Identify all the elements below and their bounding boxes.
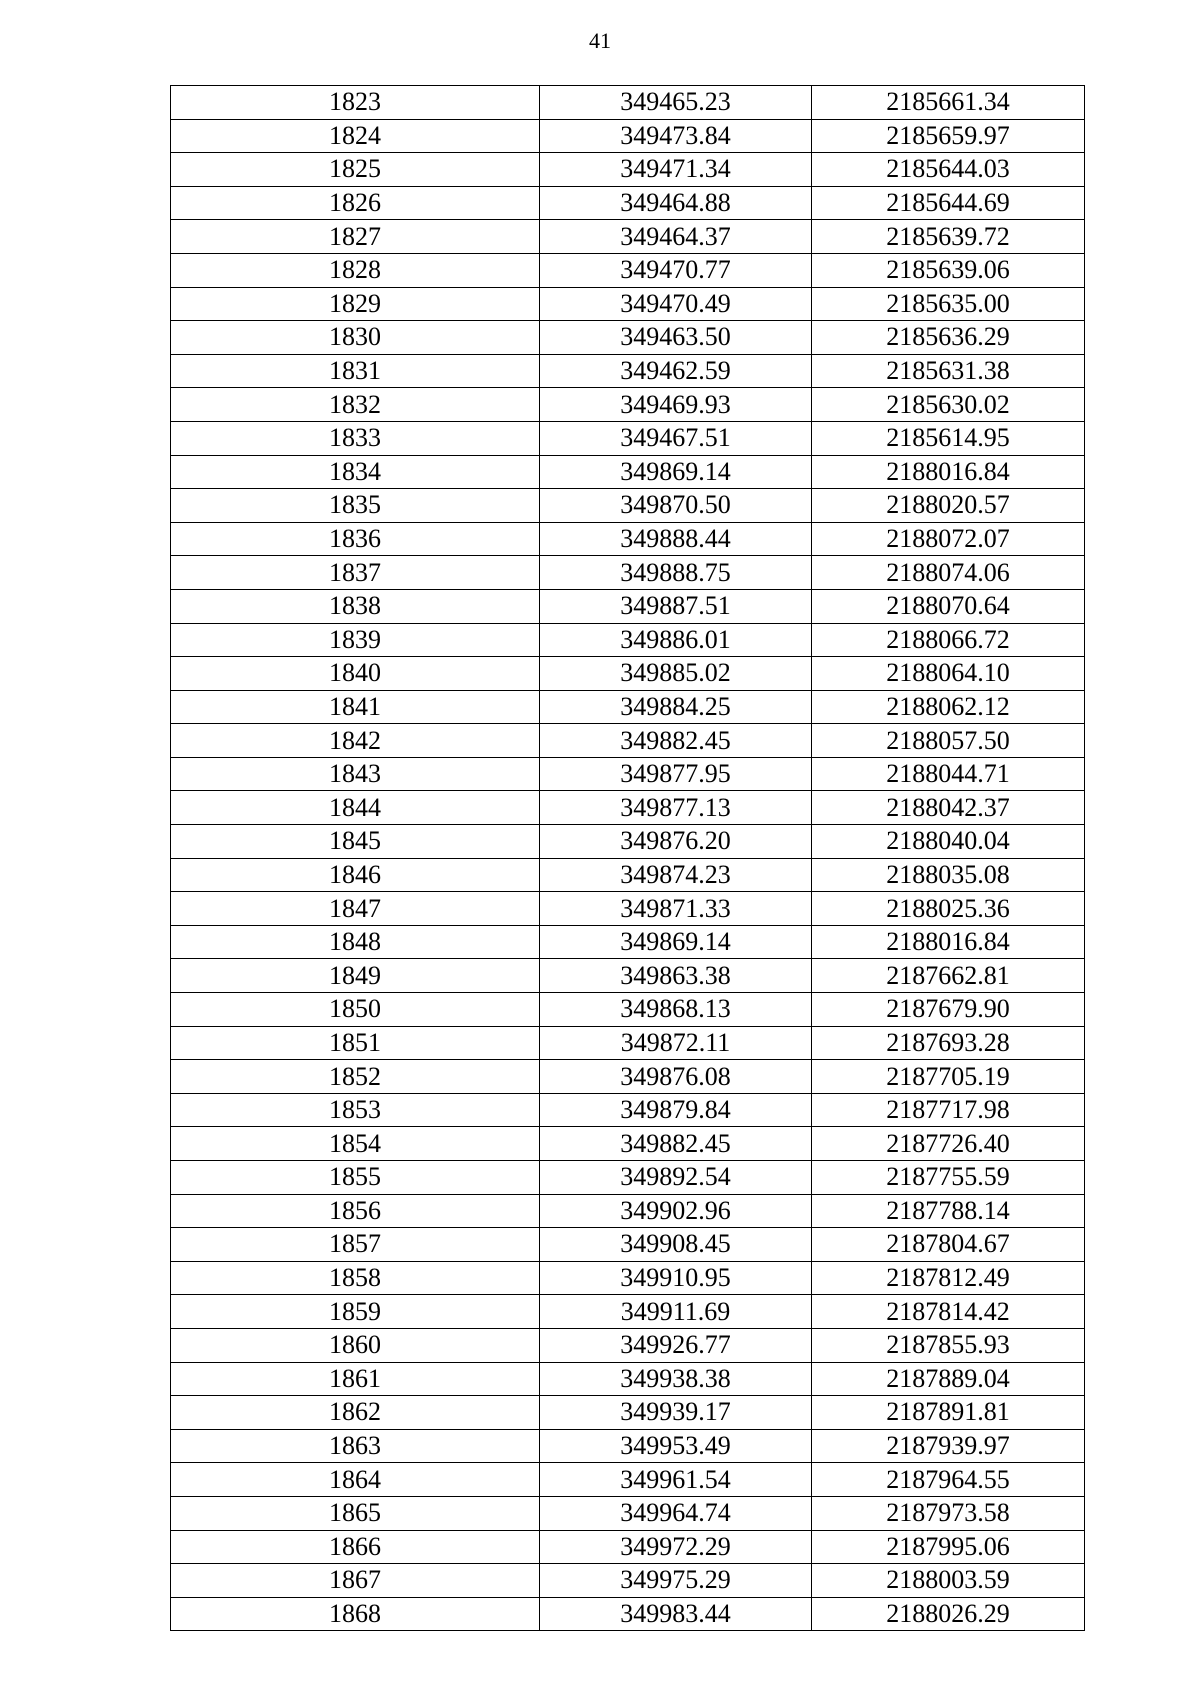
point-number-cell: 1855 (171, 1161, 540, 1195)
point-number-cell: 1833 (171, 421, 540, 455)
table-row (171, 589, 1085, 623)
x-coordinate-cell: 349463.50 (540, 321, 812, 355)
x-coordinate-cell: 349465.23 (540, 86, 812, 120)
point-number-cell: 1867 (171, 1564, 540, 1598)
point-number-cell: 1853 (171, 1093, 540, 1127)
x-coordinate-cell: 349882.45 (540, 1127, 812, 1161)
y-coordinate-cell: 2187964.55 (812, 1463, 1085, 1497)
y-coordinate-cell: 2188064.10 (812, 657, 1085, 691)
x-coordinate-cell: 349871.33 (540, 892, 812, 926)
table-row (171, 1530, 1085, 1564)
y-coordinate-cell: 2187717.98 (812, 1093, 1085, 1127)
y-coordinate-cell: 2188062.12 (812, 690, 1085, 724)
x-coordinate-cell: 349464.88 (540, 186, 812, 220)
table-row (171, 1564, 1085, 1598)
point-number-cell: 1852 (171, 1060, 540, 1094)
table-row (171, 522, 1085, 556)
x-coordinate-cell: 349872.11 (540, 1026, 812, 1060)
point-number-cell: 1827 (171, 220, 540, 254)
point-number-cell: 1865 (171, 1496, 540, 1530)
coordinates-table (170, 85, 1085, 1631)
y-coordinate-cell: 2188025.36 (812, 892, 1085, 926)
y-coordinate-cell: 2188016.84 (812, 455, 1085, 489)
table-row (171, 556, 1085, 590)
point-number-cell: 1866 (171, 1530, 540, 1564)
y-coordinate-cell: 2187939.97 (812, 1429, 1085, 1463)
point-number-cell: 1860 (171, 1328, 540, 1362)
point-number-cell: 1831 (171, 354, 540, 388)
point-number-cell: 1847 (171, 892, 540, 926)
point-number-cell: 1845 (171, 825, 540, 859)
y-coordinate-cell: 2187788.14 (812, 1194, 1085, 1228)
point-number-cell: 1837 (171, 556, 540, 590)
x-coordinate-cell: 349972.29 (540, 1530, 812, 1564)
y-coordinate-cell: 2188016.84 (812, 925, 1085, 959)
x-coordinate-cell: 349911.69 (540, 1295, 812, 1329)
point-number-cell: 1858 (171, 1261, 540, 1295)
point-number-cell: 1848 (171, 925, 540, 959)
y-coordinate-cell: 2187812.49 (812, 1261, 1085, 1295)
x-coordinate-cell: 349902.96 (540, 1194, 812, 1228)
x-coordinate-cell: 349910.95 (540, 1261, 812, 1295)
y-coordinate-cell: 2185614.95 (812, 421, 1085, 455)
point-number-cell: 1863 (171, 1429, 540, 1463)
y-coordinate-cell: 2188066.72 (812, 623, 1085, 657)
x-coordinate-cell: 349868.13 (540, 993, 812, 1027)
x-coordinate-cell: 349863.38 (540, 959, 812, 993)
x-coordinate-cell: 349887.51 (540, 589, 812, 623)
table-row (171, 993, 1085, 1027)
y-coordinate-cell: 2188035.08 (812, 858, 1085, 892)
y-coordinate-cell: 2187973.58 (812, 1496, 1085, 1530)
point-number-cell: 1842 (171, 724, 540, 758)
x-coordinate-cell: 349469.93 (540, 388, 812, 422)
point-number-cell: 1857 (171, 1228, 540, 1262)
table-row (171, 825, 1085, 859)
x-coordinate-cell: 349964.74 (540, 1496, 812, 1530)
x-coordinate-cell: 349885.02 (540, 657, 812, 691)
point-number-cell: 1850 (171, 993, 540, 1027)
x-coordinate-cell: 349870.50 (540, 489, 812, 523)
table-row (171, 1362, 1085, 1396)
y-coordinate-cell: 2188003.59 (812, 1564, 1085, 1598)
y-coordinate-cell: 2187995.06 (812, 1530, 1085, 1564)
y-coordinate-cell: 2187891.81 (812, 1396, 1085, 1430)
x-coordinate-cell: 349462.59 (540, 354, 812, 388)
x-coordinate-cell: 349879.84 (540, 1093, 812, 1127)
table-row (171, 757, 1085, 791)
table-row (171, 925, 1085, 959)
x-coordinate-cell: 349892.54 (540, 1161, 812, 1195)
y-coordinate-cell: 2185661.34 (812, 86, 1085, 120)
y-coordinate-cell: 2188044.71 (812, 757, 1085, 791)
x-coordinate-cell: 349983.44 (540, 1597, 812, 1631)
point-number-cell: 1839 (171, 623, 540, 657)
x-coordinate-cell: 349877.13 (540, 791, 812, 825)
x-coordinate-cell: 349939.17 (540, 1396, 812, 1430)
point-number-cell: 1829 (171, 287, 540, 321)
point-number-cell: 1841 (171, 690, 540, 724)
y-coordinate-cell: 2188042.37 (812, 791, 1085, 825)
table-row (171, 253, 1085, 287)
table-row (171, 1261, 1085, 1295)
x-coordinate-cell: 349473.84 (540, 119, 812, 153)
point-number-cell: 1835 (171, 489, 540, 523)
table-row (171, 1060, 1085, 1094)
x-coordinate-cell: 349869.14 (540, 925, 812, 959)
x-coordinate-cell: 349938.38 (540, 1362, 812, 1396)
table-row (171, 623, 1085, 657)
point-number-cell: 1838 (171, 589, 540, 623)
table-row (171, 959, 1085, 993)
x-coordinate-cell: 349926.77 (540, 1328, 812, 1362)
y-coordinate-cell: 2187855.93 (812, 1328, 1085, 1362)
x-coordinate-cell: 349882.45 (540, 724, 812, 758)
table-row (171, 1194, 1085, 1228)
y-coordinate-cell: 2185659.97 (812, 119, 1085, 153)
table-row (171, 186, 1085, 220)
table-row (171, 354, 1085, 388)
point-number-cell: 1864 (171, 1463, 540, 1497)
table-row (171, 1127, 1085, 1161)
point-number-cell: 1834 (171, 455, 540, 489)
point-number-cell: 1861 (171, 1362, 540, 1396)
table-row (171, 1161, 1085, 1195)
table-row (171, 690, 1085, 724)
point-number-cell: 1851 (171, 1026, 540, 1060)
table-row (171, 1597, 1085, 1631)
point-number-cell: 1832 (171, 388, 540, 422)
y-coordinate-cell: 2187726.40 (812, 1127, 1085, 1161)
y-coordinate-cell: 2188020.57 (812, 489, 1085, 523)
y-coordinate-cell: 2185644.03 (812, 153, 1085, 187)
table-row (171, 119, 1085, 153)
table-row (171, 1093, 1085, 1127)
point-number-cell: 1824 (171, 119, 540, 153)
x-coordinate-cell: 349470.77 (540, 253, 812, 287)
y-coordinate-cell: 2188057.50 (812, 724, 1085, 758)
x-coordinate-cell: 349464.37 (540, 220, 812, 254)
y-coordinate-cell: 2185639.72 (812, 220, 1085, 254)
table-row (171, 388, 1085, 422)
table-row (171, 1496, 1085, 1530)
x-coordinate-cell: 349471.34 (540, 153, 812, 187)
point-number-cell: 1859 (171, 1295, 540, 1329)
point-number-cell: 1836 (171, 522, 540, 556)
table-row (171, 1328, 1085, 1362)
table-row (171, 1463, 1085, 1497)
x-coordinate-cell: 349908.45 (540, 1228, 812, 1262)
y-coordinate-cell: 2185630.02 (812, 388, 1085, 422)
table-row (171, 1295, 1085, 1329)
point-number-cell: 1849 (171, 959, 540, 993)
table-row (171, 287, 1085, 321)
x-coordinate-cell: 349876.08 (540, 1060, 812, 1094)
x-coordinate-cell: 349886.01 (540, 623, 812, 657)
table-row (171, 421, 1085, 455)
table-row (171, 321, 1085, 355)
y-coordinate-cell: 2187693.28 (812, 1026, 1085, 1060)
page-number: 41 (589, 28, 611, 53)
point-number-cell: 1854 (171, 1127, 540, 1161)
y-coordinate-cell: 2187804.67 (812, 1228, 1085, 1262)
table-row (171, 657, 1085, 691)
x-coordinate-cell: 349888.44 (540, 522, 812, 556)
point-number-cell: 1826 (171, 186, 540, 220)
point-number-cell: 1840 (171, 657, 540, 691)
point-number-cell: 1843 (171, 757, 540, 791)
y-coordinate-cell: 2187755.59 (812, 1161, 1085, 1195)
table-row (171, 791, 1085, 825)
table-row (171, 1026, 1085, 1060)
table-row (171, 892, 1085, 926)
x-coordinate-cell: 349975.29 (540, 1564, 812, 1598)
x-coordinate-cell: 349953.49 (540, 1429, 812, 1463)
y-coordinate-cell: 2188070.64 (812, 589, 1085, 623)
y-coordinate-cell: 2188074.06 (812, 556, 1085, 590)
table-row (171, 455, 1085, 489)
table-row (171, 1228, 1085, 1262)
y-coordinate-cell: 2185644.69 (812, 186, 1085, 220)
table-row (171, 86, 1085, 120)
point-number-cell: 1830 (171, 321, 540, 355)
table-row (171, 724, 1085, 758)
y-coordinate-cell: 2187662.81 (812, 959, 1085, 993)
point-number-cell: 1862 (171, 1396, 540, 1430)
table-row (171, 1429, 1085, 1463)
x-coordinate-cell: 349470.49 (540, 287, 812, 321)
point-number-cell: 1825 (171, 153, 540, 187)
x-coordinate-cell: 349961.54 (540, 1463, 812, 1497)
x-coordinate-cell: 349874.23 (540, 858, 812, 892)
point-number-cell: 1844 (171, 791, 540, 825)
table-row (171, 153, 1085, 187)
y-coordinate-cell: 2187889.04 (812, 1362, 1085, 1396)
table-row (171, 489, 1085, 523)
coordinates-table-body (171, 86, 1085, 1631)
x-coordinate-cell: 349888.75 (540, 556, 812, 590)
y-coordinate-cell: 2187705.19 (812, 1060, 1085, 1094)
point-number-cell: 1868 (171, 1597, 540, 1631)
table-row (171, 1396, 1085, 1430)
x-coordinate-cell: 349467.51 (540, 421, 812, 455)
y-coordinate-cell: 2185636.29 (812, 321, 1085, 355)
y-coordinate-cell: 2185635.00 (812, 287, 1085, 321)
y-coordinate-cell: 2187679.90 (812, 993, 1085, 1027)
y-coordinate-cell: 2185631.38 (812, 354, 1085, 388)
y-coordinate-cell: 2188072.07 (812, 522, 1085, 556)
y-coordinate-cell: 2188040.04 (812, 825, 1085, 859)
point-number-cell: 1823 (171, 86, 540, 120)
point-number-cell: 1846 (171, 858, 540, 892)
x-coordinate-cell: 349884.25 (540, 690, 812, 724)
x-coordinate-cell: 349877.95 (540, 757, 812, 791)
table-row (171, 220, 1085, 254)
point-number-cell: 1828 (171, 253, 540, 287)
y-coordinate-cell: 2185639.06 (812, 253, 1085, 287)
x-coordinate-cell: 349876.20 (540, 825, 812, 859)
y-coordinate-cell: 2188026.29 (812, 1597, 1085, 1631)
y-coordinate-cell: 2187814.42 (812, 1295, 1085, 1329)
point-number-cell: 1856 (171, 1194, 540, 1228)
table-row (171, 858, 1085, 892)
x-coordinate-cell: 349869.14 (540, 455, 812, 489)
